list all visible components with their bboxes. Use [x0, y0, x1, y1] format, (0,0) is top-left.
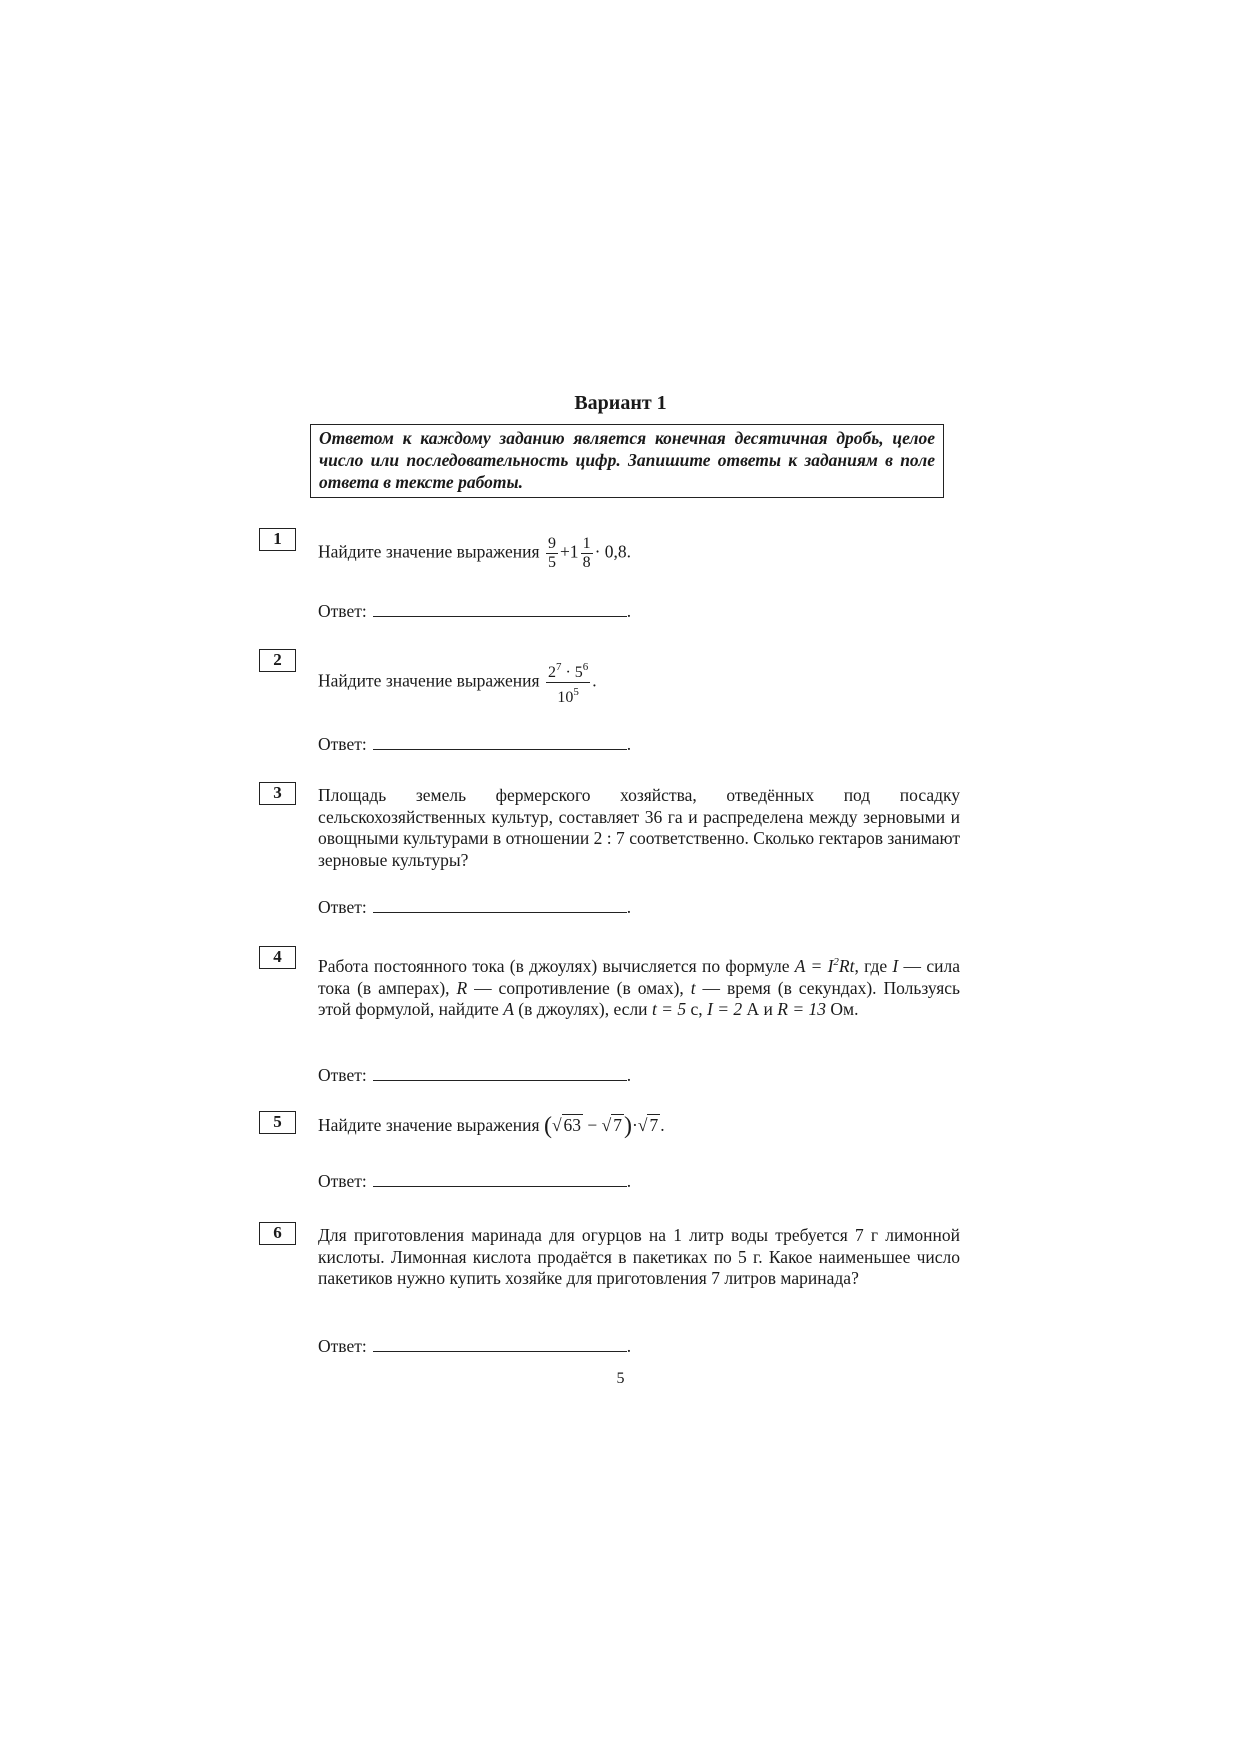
task-text: Найдите значение выражения $\frac{2^7 \cdot 5^6}{10^5}$ . — [318, 658, 597, 707]
task-number: 2 — [259, 649, 296, 672]
task-text: Для приготовления маринада для огурцов на 1 литр воды требуется 7 г лимонной кислоты. Лимонная кислота продаётся в пакетиках по 5 г. Какое наименьшее число пакетиков нужно купить хозяйке для приготовления 7 литров маринада? — [318, 1225, 960, 1288]
task-number: 4 — [259, 946, 296, 969]
fraction: $\frac{2^7 \cdot 5^6}{10^5}$ — [546, 658, 590, 707]
task-text: Площадь земель фермерского хозяйства, отведённых под посадку сельскохозяйственных культур, составляет 36 га и распределена между зерновыми и овощными культурами в отношении 2 : 7 соответственно. Сколько гектаров занимают зерновые культуры? — [318, 785, 960, 870]
task-text: Работа постоянного тока (в джоулях) вычисляется по формуле $A = I^2Rt$, где I — сила тока (в амперах), R — сопротивление (в омах), t — время (в секундах). Пользуясь этой формулой, найдите A (в джоулях), если t = 5 с, I = 2 А и R = 13 Ом. — [318, 956, 960, 1019]
answer-field: Ответ: . — [318, 598, 631, 622]
answer-input-line[interactable] — [373, 598, 627, 617]
instruction-box: Ответом к каждому заданию является конечная десятичная дробь, целое число или последовательность цифр. Запишите ответы к заданиям в поле ответа в тексте работы. — [310, 424, 944, 498]
task-number: 5 — [259, 1111, 296, 1134]
answer-input-line[interactable] — [373, 1333, 627, 1352]
sqrt: √ 63 — [551, 1115, 582, 1135]
task-text: Найдите значение выражения $\frac{9}{5}$ +1 $\frac{1}{8}$ · 0,8. — [318, 535, 632, 571]
answer-input-line[interactable] — [373, 1062, 627, 1081]
answer-field: Ответ: . — [318, 894, 631, 918]
answer-field: Ответ: . — [318, 1062, 631, 1086]
answer-field: Ответ: . — [318, 731, 631, 755]
task-number: 6 — [259, 1222, 296, 1245]
fraction: $\frac{1}{8}$ — [582, 535, 591, 571]
page-title: Вариант 1 — [574, 392, 667, 414]
sqrt: √ 7 — [601, 1115, 623, 1135]
answer-input-line[interactable] — [373, 1168, 627, 1187]
task-number: 3 — [259, 782, 296, 805]
fraction: $\frac{9}{5}$ — [547, 535, 556, 571]
answer-field: Ответ: . — [318, 1168, 631, 1192]
page-number: 5 — [616, 1370, 625, 1387]
task-number: 1 — [259, 528, 296, 551]
answer-input-line[interactable] — [373, 731, 627, 750]
task-text: Найдите значение выражения (√ 63 − √ 7)·√ 7 . — [318, 1113, 665, 1139]
answer-input-line[interactable] — [373, 894, 627, 913]
answer-field: Ответ: . — [318, 1333, 631, 1357]
sqrt: √ 7 — [637, 1115, 659, 1135]
